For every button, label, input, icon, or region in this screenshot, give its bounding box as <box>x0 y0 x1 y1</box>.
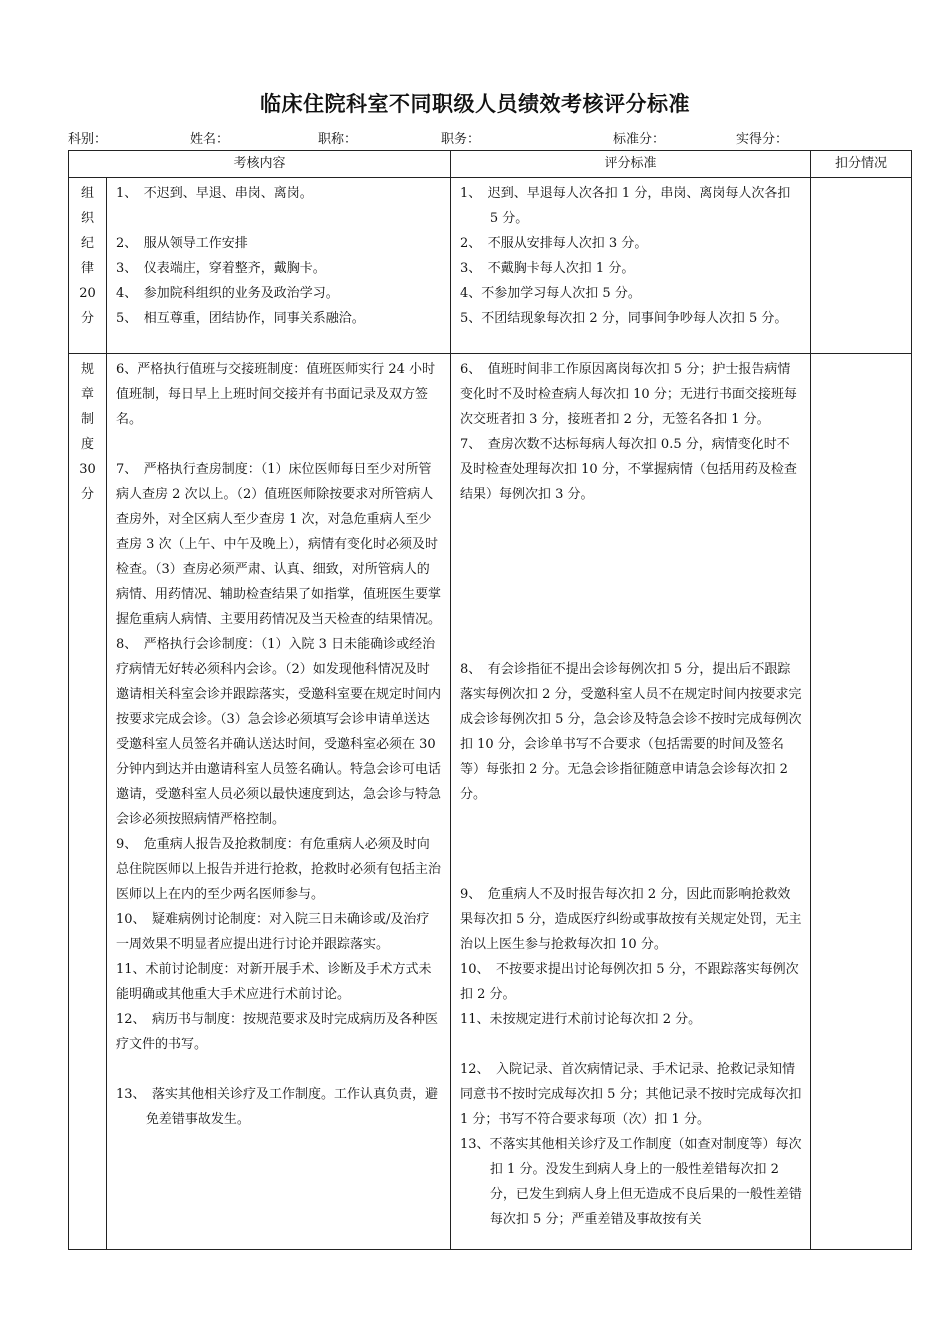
criteria-item: 1、 迟到、早退每人次各扣 1 分，串岗、离岗每人次各扣 5 分。 <box>460 186 791 226</box>
header-deduction: 扣分情况 <box>811 151 912 178</box>
standard-score-label: 标准分： <box>613 132 666 147</box>
criteria-item: 2、 不服从安排每人次扣 3 分。 <box>460 236 648 251</box>
section-row-regulations <box>69 354 912 1250</box>
table-header-row <box>69 151 912 178</box>
criteria-cell <box>451 178 811 354</box>
content-item: 7、 严格执行查房制度：（1）床位医师每日至少对所管病人查房 2 次以上。（2）值班医师除按要求对所管病人查房外，对全区病人至少查房 1 次，对急危重病人至少查房 3 次（上午、中午及晚上），病情有变化时必须及时检查。（3）查房必须严肃、认真、细致，对所管病人的病情、用药情况、辅助检查结果了如指掌，值班医生要掌握危重病人病情、主要用药情况及当天检查的结果情况。 <box>116 462 442 627</box>
content-item: 9、 危重病人报告及抢救制度：有危重病人必须及时向总住院医师以上报告并进行抢救，抢救时必须有包括主治医师以上在内的至少两名医师参与。 <box>116 837 442 902</box>
section-row-discipline <box>69 178 912 354</box>
category-char: 30 <box>79 462 96 477</box>
criteria-cell <box>451 354 811 1250</box>
header-criteria: 评分标准 <box>451 151 811 178</box>
content-cell <box>107 178 451 354</box>
category-char: 纪 <box>80 236 94 251</box>
content-item: 10、 疑难病例讨论制度：对入院三日未确诊或/及治疗一周效果不明显者应提出进行讨论并跟踪落实。 <box>116 912 430 952</box>
category-regulations <box>69 354 107 1250</box>
category-char: 制 <box>80 412 94 427</box>
criteria-item: 4、不参加学习每人次扣 5 分。 <box>460 286 641 301</box>
page-title: 临床住院科室不同职级人员绩效考核评分标准 <box>260 92 690 116</box>
category-char: 章 <box>80 387 94 402</box>
criteria-item: 10、 不按要求提出讨论每例次扣 5 分，不跟踪落实每例次扣 2 分。 <box>460 962 799 1002</box>
category-discipline <box>69 178 107 354</box>
criteria-item: 7、 查房次数不达标每病人每次扣 0.5 分，病情变化时不及时检查处理每次扣 10 分，不掌握病情（包括用药及检查结果）每例次扣 3 分。 <box>460 437 797 502</box>
title-rank-label: 职称： <box>318 132 358 147</box>
content-item: 13、 落实其他相关诊疗及工作制度。工作认真负责，避免差错事故发生。 <box>116 1087 439 1127</box>
evaluation-table <box>68 150 912 1250</box>
content-item: 5、 相互尊重，团结协作，同事关系融洽。 <box>116 311 365 326</box>
criteria-item: 13、不落实其他相关诊疗及工作制度（如查对制度等）每次扣 1 分。没发生到病人身上的一般性差错每次扣 2 分，已发生到病人身上但无造成不良后果的一般性差错每次扣 5 分；严重差错及事故按有关 <box>460 1137 802 1227</box>
header-content: 考核内容 <box>69 151 451 178</box>
deduction-cell[interactable] <box>811 354 912 1250</box>
criteria-item: 12、 入院记录、首次病情记录、手术记录、抢救记录知情同意书不按时完成每次扣 5 分；其他记录不按时完成每次扣 1 分；书写不符合要求每项（次）扣 1 分。 <box>460 1062 802 1127</box>
content-item: 6、严格执行值班与交接班制度：值班医师实行 24 小时值班制，每日早上上班时间交接并有书面记录及双方签名。 <box>116 362 436 427</box>
category-char: 规 <box>80 362 94 377</box>
content-item: 2、 服从领导工作安排 <box>116 236 248 251</box>
content-item: 3、 仪表端庄，穿着整齐，戴胸卡。 <box>116 261 326 276</box>
category-char: 律 <box>80 261 94 276</box>
content-item: 1、 不迟到、早退、串岗、离岗。 <box>116 186 313 201</box>
deduction-cell[interactable] <box>811 178 912 354</box>
category-char: 组 <box>80 186 94 201</box>
category-char: 织 <box>80 211 94 226</box>
content-item: 12、 病历书与制度：按规范要求及时完成病历及各种医疗文件的书写。 <box>116 1012 439 1052</box>
category-char: 分 <box>80 487 94 502</box>
position-label: 职务： <box>441 132 481 147</box>
category-char: 分 <box>80 311 94 326</box>
content-cell <box>107 354 451 1250</box>
criteria-item: 3、 不戴胸卡每人次扣 1 分。 <box>460 261 635 276</box>
dept-label: 科别： <box>68 132 108 147</box>
content-item: 4、 参加院科组织的业务及政治学习。 <box>116 286 339 301</box>
category-char: 20 <box>79 286 96 301</box>
criteria-item: 8、 有会诊指征不提出会诊每例次扣 5 分，提出后不跟踪落实每例次扣 2 分，受邀科室人员不在规定时间内按要求完成会诊每例次扣 5 分，急会诊及特急会诊不按时完成每例次扣 10 分，会诊单书写不合要求（包括需要的时间及签名等）每张扣 2 分。无急会诊指征随意申请急会诊每次扣 2 分。 <box>460 662 802 802</box>
criteria-item: 9、 危重病人不及时报告每次扣 2 分，因此而影响抢救效果每次扣 5 分，造成医疗纠纷或事故按有关规定处罚，无主治以上医生参与抢救每次扣 10 分。 <box>460 887 802 952</box>
name-label: 姓名： <box>190 132 230 147</box>
criteria-item: 11、未按规定进行术前讨论每次扣 2 分。 <box>460 1012 702 1027</box>
content-item: 11、术前讨论制度：对新开展手术、诊断及手术方式未能明确或其他重大手术应进行术前讨论。 <box>116 962 432 1002</box>
actual-score-label: 实得分： <box>736 132 789 147</box>
criteria-item: 5、不团结现象每次扣 2 分，同事间争吵每人次扣 5 分。 <box>460 311 788 326</box>
criteria-item: 6、 值班时间非工作原因离岗每次扣 5 分；护士报告病情变化时不及时检查病人每次扣 10 分；无进行书面交接班每次交班者扣 3 分，接班者扣 2 分，无签名各扣 1 分。 <box>460 362 797 427</box>
category-char: 度 <box>80 437 94 452</box>
content-item: 8、 严格执行会诊制度：（1）入院 3 日未能确诊或经治疗病情无好转必须科内会诊。（2）如发现他科情况及时邀请相关科室会诊并跟踪落实，受邀科室要在规定时间内按要求完成会诊。（3）急会诊必须填写会诊申请单送达受邀科室人员签名并确认送达时间，受邀科室必须在 30 分钟内到达并由邀请科室人员签名确认。特急会诊可电话邀请，受邀科室人员必须以最快速度到达，急会诊与特急会诊必须按照病情严格控制。 <box>116 637 442 827</box>
